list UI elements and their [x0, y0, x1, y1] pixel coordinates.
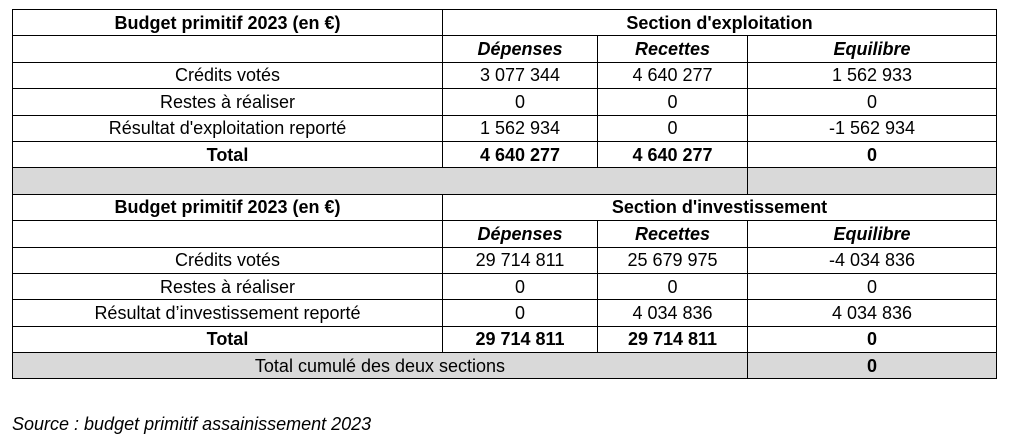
cell-depenses: 29 714 811 [443, 247, 598, 273]
cell-depenses: 1 562 934 [443, 115, 598, 141]
row-label: Résultat d'exploitation reporté [13, 115, 443, 141]
exploitation-header-row [13, 36, 997, 62]
cell-depenses: 0 [443, 273, 598, 299]
cell-equilibre: -4 034 836 [748, 247, 997, 273]
cell-recettes: 25 679 975 [598, 247, 748, 273]
cell-equilibre: 0 [748, 273, 997, 299]
cell-recettes: 0 [598, 115, 748, 141]
cell-depenses: 0 [443, 300, 598, 326]
cumul-row [13, 353, 997, 379]
cell-equilibre: 0 [748, 326, 997, 352]
exploitation-section-title: Section d'exploitation [443, 10, 997, 36]
investissement-header-empty [13, 221, 443, 247]
exploitation-header-equilibre: Equilibre [748, 36, 997, 62]
cell-equilibre: 0 [748, 89, 997, 115]
source-note: Source : budget primitif assainissement 2023 [12, 414, 372, 434]
investissement-section-title: Section d'investissement [443, 194, 997, 220]
cell-recettes: 4 640 277 [598, 141, 748, 167]
cell-recettes: 0 [598, 273, 748, 299]
row-label: Crédits votés [13, 247, 443, 273]
table-row [13, 115, 997, 141]
investissement-header-recettes: Recettes [598, 221, 748, 247]
exploitation-header-recettes: Recettes [598, 36, 748, 62]
cell-depenses: 4 640 277 [443, 141, 598, 167]
separator-cell [748, 168, 997, 194]
cell-equilibre: 1 562 933 [748, 62, 997, 88]
table-row [13, 247, 997, 273]
row-label: Crédits votés [13, 62, 443, 88]
row-label: Total [13, 141, 443, 167]
exploitation-title-row [13, 10, 997, 36]
row-label: Restes à réaliser [13, 89, 443, 115]
cell-depenses: 3 077 344 [443, 62, 598, 88]
row-label: Résultat d’investissement reporté [13, 300, 443, 326]
investissement-budget-title: Budget primitif 2023 (en €) [13, 194, 443, 220]
exploitation-header-depenses: Dépenses [443, 36, 598, 62]
cell-equilibre: 0 [748, 141, 997, 167]
row-label: Restes à réaliser [13, 273, 443, 299]
table-row [13, 300, 997, 326]
investissement-header-row [13, 221, 997, 247]
investissement-header-equilibre: Equilibre [748, 221, 997, 247]
cell-recettes: 4 640 277 [598, 62, 748, 88]
table-row [13, 62, 997, 88]
table-row [13, 89, 997, 115]
exploitation-header-empty [13, 36, 443, 62]
cell-recettes: 0 [598, 89, 748, 115]
cell-equilibre: -1 562 934 [748, 115, 997, 141]
cell-recettes: 29 714 811 [598, 326, 748, 352]
separator-cell [13, 168, 748, 194]
cumul-value: 0 [748, 353, 997, 379]
cell-equilibre: 4 034 836 [748, 300, 997, 326]
budget-table [12, 9, 997, 379]
table-row [13, 273, 997, 299]
cumul-label: Total cumulé des deux sections [13, 353, 748, 379]
investissement-title-row [13, 194, 997, 220]
cell-depenses: 0 [443, 89, 598, 115]
separator-row [13, 168, 997, 194]
row-label: Total [13, 326, 443, 352]
cell-recettes: 4 034 836 [598, 300, 748, 326]
exploitation-budget-title: Budget primitif 2023 (en €) [13, 10, 443, 36]
investissement-header-depenses: Dépenses [443, 221, 598, 247]
investissement-total-row [13, 326, 997, 352]
cell-depenses: 29 714 811 [443, 326, 598, 352]
exploitation-total-row [13, 141, 997, 167]
